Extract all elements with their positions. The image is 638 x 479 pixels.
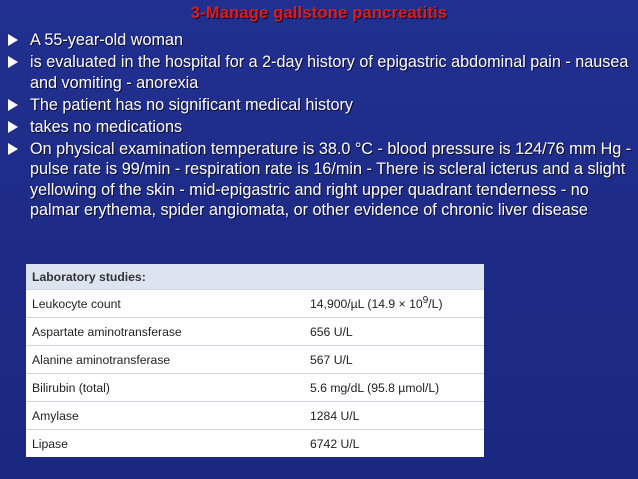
table-row [26, 430, 484, 458]
bullet-text: The patient has no significant medical history [30, 95, 354, 114]
bullet-item [8, 52, 633, 93]
test-value-tail: /L) [428, 297, 443, 312]
test-name: Bilirubin (total) [26, 374, 304, 402]
table-header: Laboratory studies: [26, 264, 484, 290]
bullet-item [8, 139, 633, 221]
test-name: Lipase [32, 436, 68, 451]
bullet-item [8, 30, 633, 51]
test-name: Aspartate aminotransferase [26, 318, 304, 346]
bullet-text: On physical examination temperature is 38.0 °C - blood pressure is 124/76 mm Hg - pulse rate is 99/min - respiration rate is 16/min - There is scleral icterus and a slight yellowing of the skin - mid-epigastric and right upper quadrant tenderness - no palmar erythema, spider angiomata, or other evidence of chronic liver disease [30, 139, 632, 219]
bullet-text: takes no medications [30, 117, 183, 136]
arrow-right-icon [8, 56, 18, 68]
test-value: 6742 U/L [310, 436, 360, 451]
test-value-superscript: 9 [422, 295, 429, 307]
test-name: Amylase [26, 402, 304, 430]
table-row [26, 318, 484, 346]
test-value: 567 U/L [304, 346, 484, 374]
test-value: 5.6 mg/dL (95.8 µmol/L) [304, 374, 484, 402]
table-header-row [26, 264, 484, 290]
arrow-right-icon [8, 143, 18, 155]
table-row [26, 374, 484, 402]
bullet-item [8, 95, 633, 116]
bullet-list [8, 30, 633, 222]
test-value [304, 290, 484, 318]
arrow-right-icon [8, 34, 18, 46]
test-name: Alanine aminotransferase [26, 346, 304, 374]
bullet-text: A 55-year-old woman [30, 31, 183, 49]
lab-studies-table [26, 264, 484, 457]
test-value: 656 U/L [304, 318, 484, 346]
test-value-main: 14,900/µL (14.9 × 10 [310, 297, 423, 312]
table-row [26, 346, 484, 374]
bullet-item [8, 117, 633, 138]
test-name: Leukocyte count [26, 290, 304, 318]
arrow-right-icon [8, 121, 18, 133]
bullet-text: is evaluated in the hospital for a 2-day history of epigastric abdominal pain - nausea and vomiting - anorexia [30, 53, 629, 92]
table-row [26, 290, 484, 318]
table-row [26, 402, 484, 430]
arrow-right-icon [8, 99, 18, 111]
test-value: 1284 U/L [304, 402, 484, 430]
slide-title: 3-Manage gallstone pancreatitis [190, 4, 448, 22]
